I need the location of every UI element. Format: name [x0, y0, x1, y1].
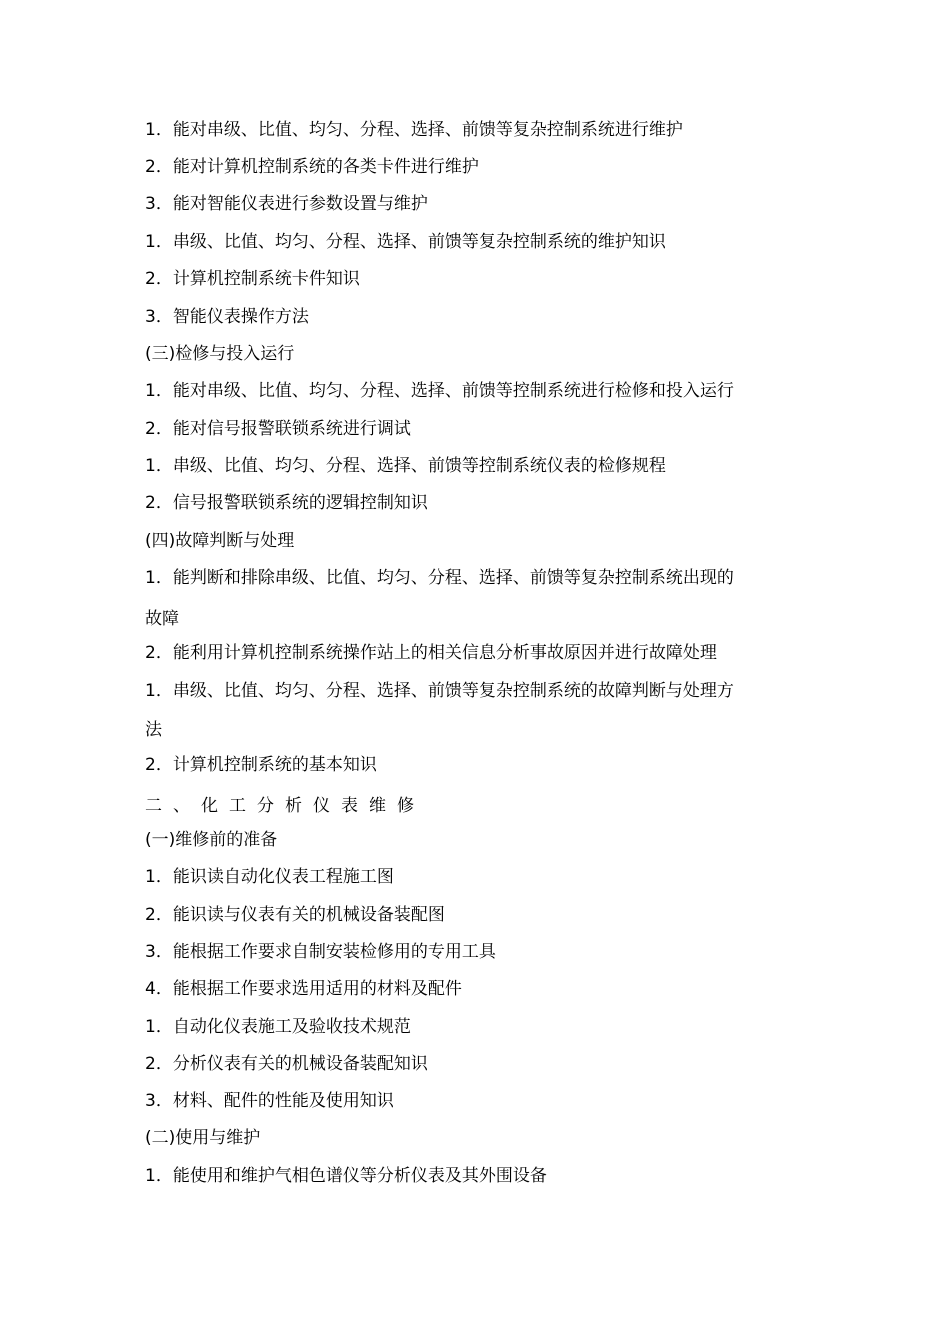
- text-line: 1．串级、比值、均匀、分程、选择、前馈等控制系统仪表的检修规程: [145, 456, 666, 476]
- text-line: 1．能对串级、比值、均匀、分程、选择、前馈等控制系统进行检修和投入运行: [145, 381, 734, 401]
- text-line: 1．串级、比值、均匀、分程、选择、前馈等复杂控制系统的故障判断与处理方: [145, 681, 734, 701]
- text-line: 2．能对信号报警联锁系统进行调试: [145, 419, 411, 439]
- text-line: 1．自动化仪表施工及验收技术规范: [145, 1017, 411, 1037]
- section-heading: (二)使用与维护: [145, 1128, 261, 1148]
- text-line: 2．能利用计算机控制系统操作站上的相关信息分析事故原因并进行故障处理: [145, 643, 717, 663]
- text-line: 2．分析仪表有关的机械设备装配知识: [145, 1054, 428, 1074]
- text-line: 2．能对计算机控制系统的各类卡件进行维护: [145, 157, 479, 177]
- text-line: 1．能使用和维护气相色谱仪等分析仪表及其外围设备: [145, 1166, 547, 1186]
- chapter-heading: 二、化工分析仪表维修: [145, 796, 425, 816]
- text-line: 3．智能仪表操作方法: [145, 307, 309, 327]
- text-line: 2．计算机控制系统的基本知识: [145, 755, 377, 775]
- text-line: 1．能判断和排除串级、比值、均匀、分程、选择、前馈等复杂控制系统出现的: [145, 568, 734, 588]
- text-line: 法: [145, 720, 162, 740]
- text-line: 3．能对智能仪表进行参数设置与维护: [145, 194, 428, 214]
- section-heading: (一)维修前的准备: [145, 830, 278, 850]
- text-line: 3．能根据工作要求自制安装检修用的专用工具: [145, 942, 496, 962]
- text-line: 4．能根据工作要求选用适用的材料及配件: [145, 979, 462, 999]
- section-heading: (四)故障判断与处理: [145, 531, 295, 551]
- text-line: 1．能对串级、比值、均匀、分程、选择、前馈等复杂控制系统进行维护: [145, 120, 683, 140]
- text-line: 故障: [145, 609, 179, 629]
- section-heading: (三)检修与投入运行: [145, 344, 295, 364]
- text-line: 1．能识读自动化仪表工程施工图: [145, 867, 394, 887]
- text-line: 2．信号报警联锁系统的逻辑控制知识: [145, 493, 428, 513]
- text-line: 2．计算机控制系统卡件知识: [145, 269, 360, 289]
- text-line: 3．材料、配件的性能及使用知识: [145, 1091, 394, 1111]
- text-line: 1．串级、比值、均匀、分程、选择、前馈等复杂控制系统的维护知识: [145, 232, 666, 252]
- text-line: 2．能识读与仪表有关的机械设备装配图: [145, 905, 445, 925]
